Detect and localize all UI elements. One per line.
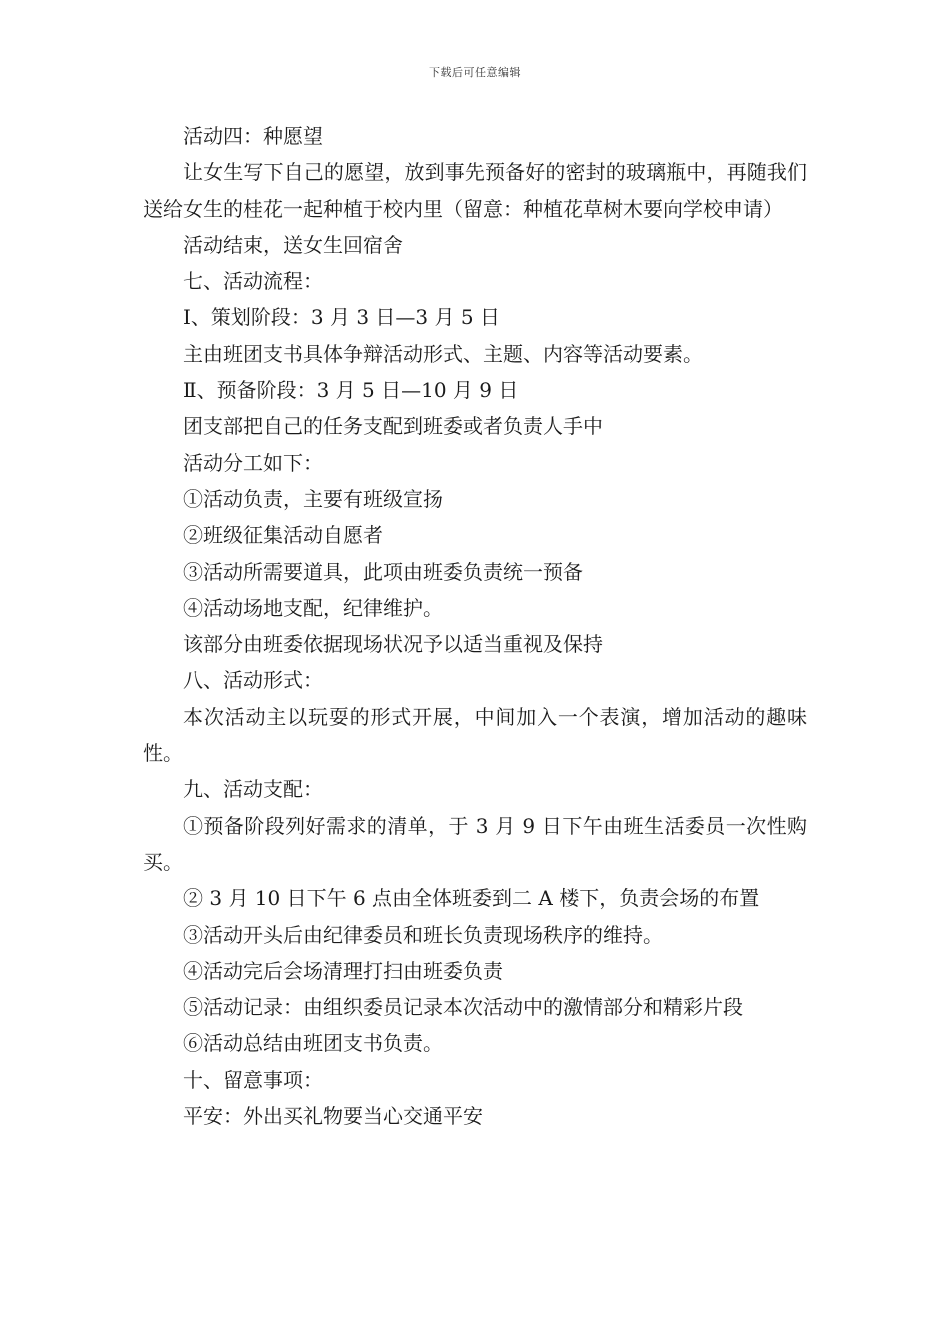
list-item: ③活动开头后由纪律委员和班长负责现场秩序的维持。 — [183, 922, 663, 947]
page-header: 下载后可任意编辑 — [429, 66, 521, 79]
list-item: ①预备阶段列好需求的清单，于 3 月 9 日下午由班生活委员一次性购买。 — [143, 813, 807, 874]
list-item: ④活动完后会场清理打扫由班委负责 — [183, 958, 503, 983]
paragraph-safety-note: 平安：外出买礼物要当心交通平安 — [183, 1104, 483, 1129]
stage-planning: Ⅰ、策划阶段：3 月 3 日—3 月 5 日 — [183, 305, 500, 330]
heading-activity-four: 活动四：种愿望 — [183, 124, 323, 148]
list-item: ①活动负责，主要有班级宣扬 — [183, 486, 443, 511]
section-heading-form: 八、活动形式： — [183, 668, 323, 693]
paragraph-division-intro: 活动分工如下： — [183, 450, 323, 475]
paragraph-activity-end: 活动结束，送女生回宿舍 — [183, 232, 403, 257]
paragraph-wish-bottle: 让女生写下自己的愿望，放到事先预备好的密封的玻璃瓶中，再随我们送给女生的桂花一起种植于校内里（留意：种植花草树木要向学校申请） — [143, 160, 807, 221]
document-body — [143, 118, 807, 1134]
section-heading-arrangement: 九、活动支配： — [183, 777, 323, 802]
paragraph-planning-detail: 主由班团支书具体争辩活动形式、主题、内容等活动要素。 — [183, 341, 703, 366]
list-item: ② 3 月 10 日下午 6 点由全体班委到二 A 楼下，负责会场的布置 — [183, 886, 760, 911]
list-item: ④活动场地支配，纪律维护。 — [183, 595, 443, 620]
list-item: ⑥活动总结由班团支书负责。 — [183, 1031, 443, 1056]
section-heading-notes: 十、留意事项： — [183, 1067, 323, 1092]
paragraph-activity-form: 本次活动主以玩耍的形式开展，中间加入一个表演，增加活动的趣味性。 — [143, 704, 807, 766]
list-item: ⑤活动记录：由组织委员记录本次活动中的激情部分和精彩片段 — [183, 995, 743, 1020]
list-item: ③活动所需要道具，此项由班委负责统一预备 — [183, 559, 583, 584]
stage-preparation: Ⅱ、预备阶段：3 月 5 日—10 月 9 日 — [183, 378, 519, 403]
paragraph-committee-note: 该部分由班委依据现场状况予以适当重视及保持 — [183, 632, 603, 657]
paragraph-task-assignment: 团支部把自己的任务支配到班委或者负责人手中 — [183, 414, 603, 439]
section-heading-process: 七、活动流程： — [183, 269, 323, 294]
list-item: ②班级征集活动自愿者 — [183, 523, 383, 548]
